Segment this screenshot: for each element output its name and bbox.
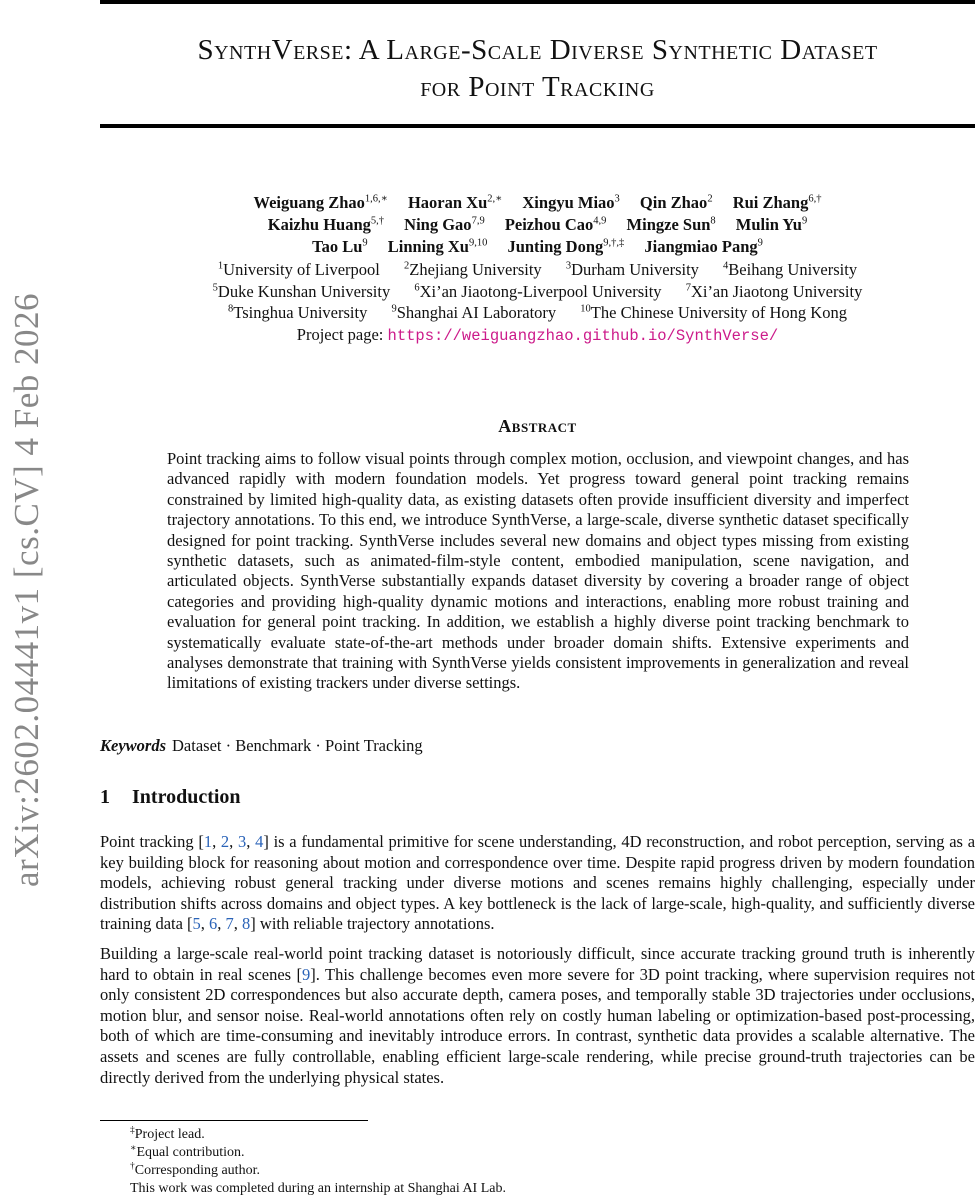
citation-link[interactable]: 5	[192, 914, 201, 934]
title-bottom-rule	[100, 124, 975, 128]
intro-paragraph-1: Point tracking [1, 2, 3, 4] is a fundamental primitive for scene understanding, 4D reconstruction, and robot perception, serving as a key building block for reasoning about motion and correspondence over time. Despite rapid progress driven by modern foundation models, achieving robust general tracking under diverse motions and scenes remains highly challenging, especially under distribution shifts across domains and object types. A key bottleneck is the lack of large-scale, high-quality, and sufficiently diverse training data [5, 6, 7, 8] with reliable trajectory annotations.	[100, 832, 975, 934]
author: Mingze Sun$^8$	[626, 215, 716, 234]
keywords-text: Dataset · Benchmark · Point Tracking	[172, 736, 423, 755]
citation-link[interactable]: 7	[225, 914, 234, 934]
affiliation: $^3$Durham University	[565, 260, 699, 279]
author-list	[100, 192, 975, 258]
affiliation: $^7$Xi’an Jiaotong University	[685, 281, 863, 301]
section-title: Introduction	[132, 786, 241, 808]
affiliation: $^4$Beihang University	[723, 260, 858, 279]
affiliation: $^2$Zhejiang University	[404, 260, 542, 279]
affiliation: $^9$Shanghai AI Laboratory	[391, 303, 557, 322]
project-page-link[interactable]: https://weiguangzhao.github.io/SynthVerse/	[387, 326, 779, 345]
project-page-line	[100, 324, 975, 348]
author: Junting Dong$^{9,\dagger,\ddagger}$	[507, 237, 625, 256]
affiliation: $^{10}$The Chinese University of Hong Kong	[580, 303, 847, 322]
keywords-line	[100, 736, 423, 756]
author: Kaizhu Huang$^{5,\dagger}$	[267, 215, 385, 234]
footnote: ‡Project lead.	[130, 1125, 205, 1142]
title-line-1: SynthVerse: A Large-Scale Diverse Synthetic Dataset	[197, 34, 878, 66]
author: Mulin Yu$^9$	[735, 215, 808, 234]
affiliations	[100, 259, 975, 347]
author: Peizhou Cao$^{4,9}$	[504, 215, 607, 234]
title-top-rule	[100, 0, 975, 4]
keywords-label: Keywords	[100, 736, 166, 755]
author: Ning Gao$^{7,9}$	[404, 215, 485, 234]
intro-paragraph-2: Building a large-scale real-world point tracking dataset is notoriously difficult, since accurate tracking ground truth is inherently hard to obtain in real scenes [9]. This challenge becomes even more severe for 3D point tracking, where supervision requires not only consistent 2D correspondences but also accurate depth, camera poses, and temporally stable 3D trajectories under occlusions, motion blur, and sensor noise. Real-world annotations often rely on costly human labeling or optimization-based post-processing, both of which are time-consuming and inevitably introduce errors. In contrast, synthetic data provides a scalable alternative. The assets and scenes are fully controllable, enabling efficient large-scale rendering, while precise ground-truth trajectories can be directly derived from the underlying physical states.	[100, 944, 975, 1087]
section-number: 1	[100, 786, 110, 808]
author: Qin Zhao$^2$	[639, 193, 713, 212]
author: Weiguang Zhao$^{1,6,∗}$	[253, 193, 388, 212]
abstract-heading: Abstract	[498, 416, 577, 436]
arxiv-margin-identifier: arXiv:2602.04441v1 [cs.CV] 4 Feb 2026	[7, 292, 46, 888]
citation-link[interactable]: 6	[209, 914, 218, 934]
footnote: ∗Equal contribution.	[130, 1143, 245, 1160]
abstract-text: Point tracking aims to follow visual points through complex motion, occlusion, and viewpoint changes, and has advanced rapidly with modern foundation models. Yet progress toward general point tracking remains constrained by limited high-quality data, as existing datasets often provide insufficient diversity and imperfect trajectory annotations. To this end, we introduce SynthVerse, a large-scale, diverse synthetic dataset specifically designed for point tracking. SynthVerse includes several new domains and object types missing from existing synthetic datasets, such as animated-film-style content, embodied manipulation, scene navigation, and articulated objects. SynthVerse substantially expands dataset diversity by covering a broader range of object categories and providing high-quality dynamic motions and interactions, enabling more robust training and evaluation for general point tracking. In addition, we establish a highly diverse point tracking benchmark to systematically evaluate state-of-the-art methods under broader domain shifts. Extensive experiments and analyses demonstrate that training with SynthVerse yields consistent improvements in generalization and reveal limitations of existing trackers under diverse settings.	[167, 449, 909, 693]
citation-link[interactable]: 4	[255, 832, 264, 851]
author: Jiangmiao Pang$^9$	[644, 237, 763, 256]
footnote-rule	[100, 1120, 368, 1121]
author: Haoran $Xu^{2,∗}$	[407, 193, 503, 212]
section-heading	[100, 786, 241, 809]
paper-title	[100, 32, 975, 106]
citation-link[interactable]: 2	[220, 832, 230, 851]
footnote: †Corresponding author.	[130, 1161, 260, 1178]
author: Rui Zhang$^{6,\dagger}$	[732, 193, 822, 212]
citation-link[interactable]: 1	[203, 832, 213, 851]
citation-link[interactable]: 3	[238, 832, 247, 851]
affiliation: $^8$Tsinghua University	[228, 303, 368, 322]
author: Linning Xu$^{9,10}$	[387, 237, 488, 256]
author: Xingyu Miao$^3$	[522, 193, 620, 212]
affiliation: $^6$Xi’an Jiaotong-Liverpool University	[414, 281, 662, 301]
project-page-label: Project page:	[296, 324, 384, 344]
author: Tao Lu$^9$	[312, 237, 368, 256]
footnote: This work was completed during an internship at Shanghai AI Lab.	[130, 1181, 506, 1196]
affiliation: $^1$University of Liverpool	[217, 260, 380, 279]
citation-link[interactable]: 8	[242, 914, 251, 934]
title-line-2: for Point Tracking	[420, 71, 655, 103]
affiliation: $^5$Duke Kunshan University	[212, 281, 391, 301]
citation-link[interactable]: 9	[302, 964, 311, 984]
